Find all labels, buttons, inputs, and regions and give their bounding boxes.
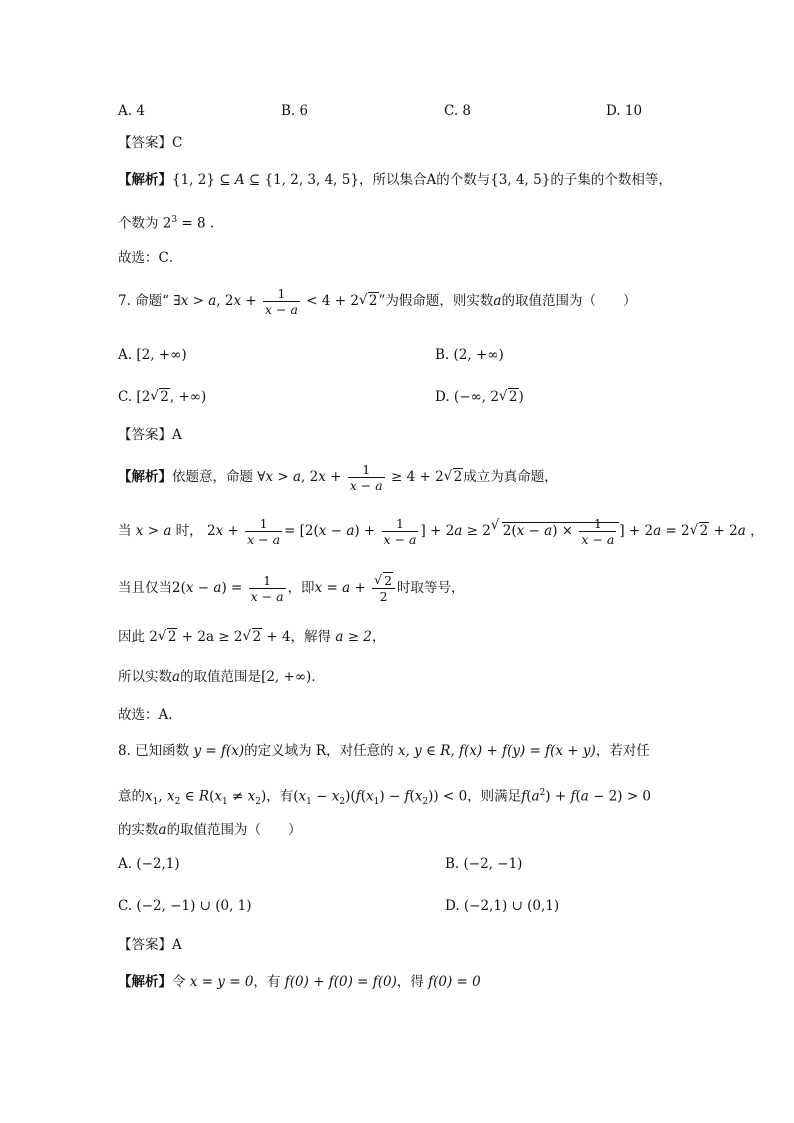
radicand: 2	[160, 389, 169, 405]
q6-analysis-line2	[118, 210, 214, 234]
q6-option-a: A. 4	[118, 103, 145, 119]
q7-stem-prefix: 7. 命题“ ∃	[118, 293, 181, 309]
expr-2x: , 2	[216, 293, 234, 309]
q6-conclusion: 故选：C．	[118, 250, 183, 266]
range-end: ．	[311, 669, 325, 685]
set-expr-1: {1, 2} ⊆	[172, 172, 235, 188]
set-expr-3: {3, 4, 5}	[490, 172, 551, 188]
hence-text: 因此 2	[118, 629, 158, 645]
analysis-expr-2: f(0) + f(0) = f(0)	[280, 974, 397, 990]
eq-text: 当且仅当	[118, 580, 172, 596]
fraction	[263, 286, 300, 317]
analysis-text-2: ，有	[253, 974, 281, 990]
hence-comma: ，	[371, 629, 386, 645]
sqrt-big: √ 2(x − a) × $\frac{1}{x - a}$	[491, 516, 620, 547]
q7-conclusion: 故选：A.	[118, 707, 173, 723]
q7-analysis-line4	[118, 627, 385, 647]
count-text: 个数为 2	[118, 215, 172, 232]
q7-option-b: B. (2, +∞)	[435, 347, 504, 363]
fraction-numerator: 1	[263, 286, 300, 302]
eq-mid: ，即	[287, 580, 315, 596]
when-label: 当	[118, 523, 136, 539]
q7-answer: 【答案】A	[118, 427, 182, 443]
fraction: √ $\frac{2}{2}$	[372, 573, 395, 604]
q7-analysis-line2: 当 x > a 时， 2x + $\frac{1}{x - a}$ = [2(x − a) + $\frac{1}{x - a}$ ] + 2a ≥ 2√ 2(x − a) × $\frac{1}{x - a}$ ] + 2a = 2√ 2 + 2a ，	[118, 516, 764, 547]
q8-line2-text: ，有	[266, 788, 294, 805]
q7-stem: 7. 命题“ ∃x > a, 2x + $\frac{1}{x - a}$ < 4 + 2√ 2”为假命题，则实数a的取值范围为（ ）	[118, 286, 636, 317]
hence-text-2: ，解得	[290, 629, 332, 645]
gt-sign: >	[188, 293, 209, 309]
q7-option-c-tail: , +∞)	[169, 389, 207, 405]
hence-expr-2: + 4	[262, 629, 291, 645]
radicand: 2	[508, 389, 518, 405]
fraction: $\frac{1}{x - a}$	[383, 516, 417, 547]
q8-stem-text: 的定义域为 R，对任意的	[244, 743, 394, 759]
q7-analysis-line3: 当且仅当2(x − a) = $\frac{1}{x - a}$ ，即x = a + √ $\frac{2}{2}$ 时取等号，	[118, 573, 465, 604]
var-a: a	[208, 293, 217, 309]
range-text: 所以实数	[118, 669, 172, 685]
sqrt	[150, 389, 170, 405]
q7-stem-tail: 的取值范围为（ ）	[501, 293, 637, 309]
range-value: [2, +∞)	[261, 669, 312, 685]
q8-stem-line3: 的实数a的取值范围为（ ）	[118, 822, 302, 838]
sqrt: √ 2	[243, 627, 263, 647]
sqrt	[499, 389, 519, 405]
q8-analysis-line1	[118, 972, 481, 992]
q7-option-a: A. [2, +∞)	[118, 347, 187, 363]
sqrt: √ 2	[158, 627, 178, 647]
q8-stem-line1	[118, 741, 650, 761]
analysis-text-2: 的子集的个数相等，	[550, 172, 672, 188]
analysis-text-2: 成立为真命题，	[463, 469, 558, 485]
var-a: A	[234, 172, 245, 188]
q8-stem-tail: ，若对任	[595, 743, 650, 759]
q7-option-d-tail: )	[518, 389, 524, 405]
q7-option-d-head: D. (−∞, 2	[435, 389, 499, 405]
count-value: = 8 .	[177, 215, 215, 232]
exponent: 3	[171, 215, 178, 225]
q8-option-c: C. (−2, −1) ∪ (0, 1)	[118, 898, 252, 914]
eq-end: 时取等号，	[397, 580, 465, 596]
fraction-denominator: x − a	[265, 302, 298, 317]
fraction: $\frac{1}{x - a}$	[349, 462, 383, 493]
analysis-label: 【解析】	[118, 974, 172, 990]
q7-analysis-line5: 所以实数a的取值范围是[2, +∞)．	[118, 669, 325, 685]
q6-option-b: B. 6	[281, 103, 309, 119]
sqrt: √ 2	[690, 521, 710, 541]
hence-expr: + 2a ≥ 2	[177, 629, 243, 645]
q8-option-a: A. (−2,1)	[118, 856, 180, 872]
analysis-text: 依题意，命题 ∀	[172, 469, 266, 485]
q8-line2-prefix: 意的	[118, 788, 145, 805]
q6-analysis-line1	[118, 170, 672, 190]
q8-line3-tail: 的取值范围为（ ）	[166, 822, 302, 838]
analysis-result: f(0) = 0	[423, 974, 481, 990]
analysis-label: 【解析】	[118, 172, 172, 188]
q7-analysis-line1: 【解析】依题意，命题 ∀x > a, 2x + $\frac{1}{x - a}$ ≥ 4 + 2√ 2成立为真命题，	[118, 462, 558, 493]
sqrt: √ 2	[444, 467, 464, 487]
q6-option-d: D. 10	[606, 103, 643, 119]
analysis-text: 令	[172, 974, 186, 990]
q8-line2-text-2: ，则满足	[467, 788, 522, 805]
sqrt	[359, 291, 379, 311]
q8-option-b: B. (−2, −1)	[445, 856, 523, 872]
analysis-text-3: ，得	[396, 974, 424, 990]
radicand: 2	[368, 293, 378, 309]
q8-condition: x, y ∈ R, f(x) + f(y) = f(x + y)	[393, 743, 596, 759]
analysis-text: ，所以集合A的个数与	[358, 172, 491, 188]
var-x: x	[180, 293, 189, 309]
fraction: $\frac{1}{x - a}$	[250, 573, 284, 604]
set-expr-2: ⊆ {1, 2, 3, 4, 5}	[244, 172, 359, 188]
q7-option-d	[435, 389, 524, 405]
q8-answer: 【答案】A	[118, 937, 182, 953]
q8-function: y = f(x)	[189, 743, 245, 759]
q6-option-c: C. 8	[444, 103, 472, 119]
q7-option-c-head: C. [2	[118, 389, 151, 405]
when-tail: 时，	[171, 523, 203, 539]
q7-stem-text: ”为假命题，则实数	[378, 293, 494, 309]
fraction: $\frac{1}{x - a}$	[247, 516, 281, 547]
q8-option-d: D. (−2,1) ∪ (0,1)	[445, 898, 560, 914]
range-text-2: 的取值范围是	[180, 669, 262, 685]
q8-stem-prefix: 8. 已知函数	[118, 743, 190, 759]
var-a-2: a	[493, 293, 502, 309]
q6-answer: 【答案】C	[118, 135, 183, 151]
expr-lt: < 4 + 2	[301, 293, 359, 309]
analysis-label: 【解析】	[118, 469, 172, 485]
analysis-expr: x = y = 0	[185, 974, 254, 990]
q8-stem-line2: 意的$x_1$, $x_2$ ∈ $R(x_1 \ne x_2)$，有$(x_1 - x_2)(f(x_1) - f(x_2)) < 0$，则满足$f(a^2) + f(a - 2) > 0$	[118, 788, 652, 808]
q8-line3-text: 的实数	[118, 822, 159, 838]
q7-option-c	[118, 389, 206, 405]
hence-result: a ≥ 2	[331, 629, 372, 645]
